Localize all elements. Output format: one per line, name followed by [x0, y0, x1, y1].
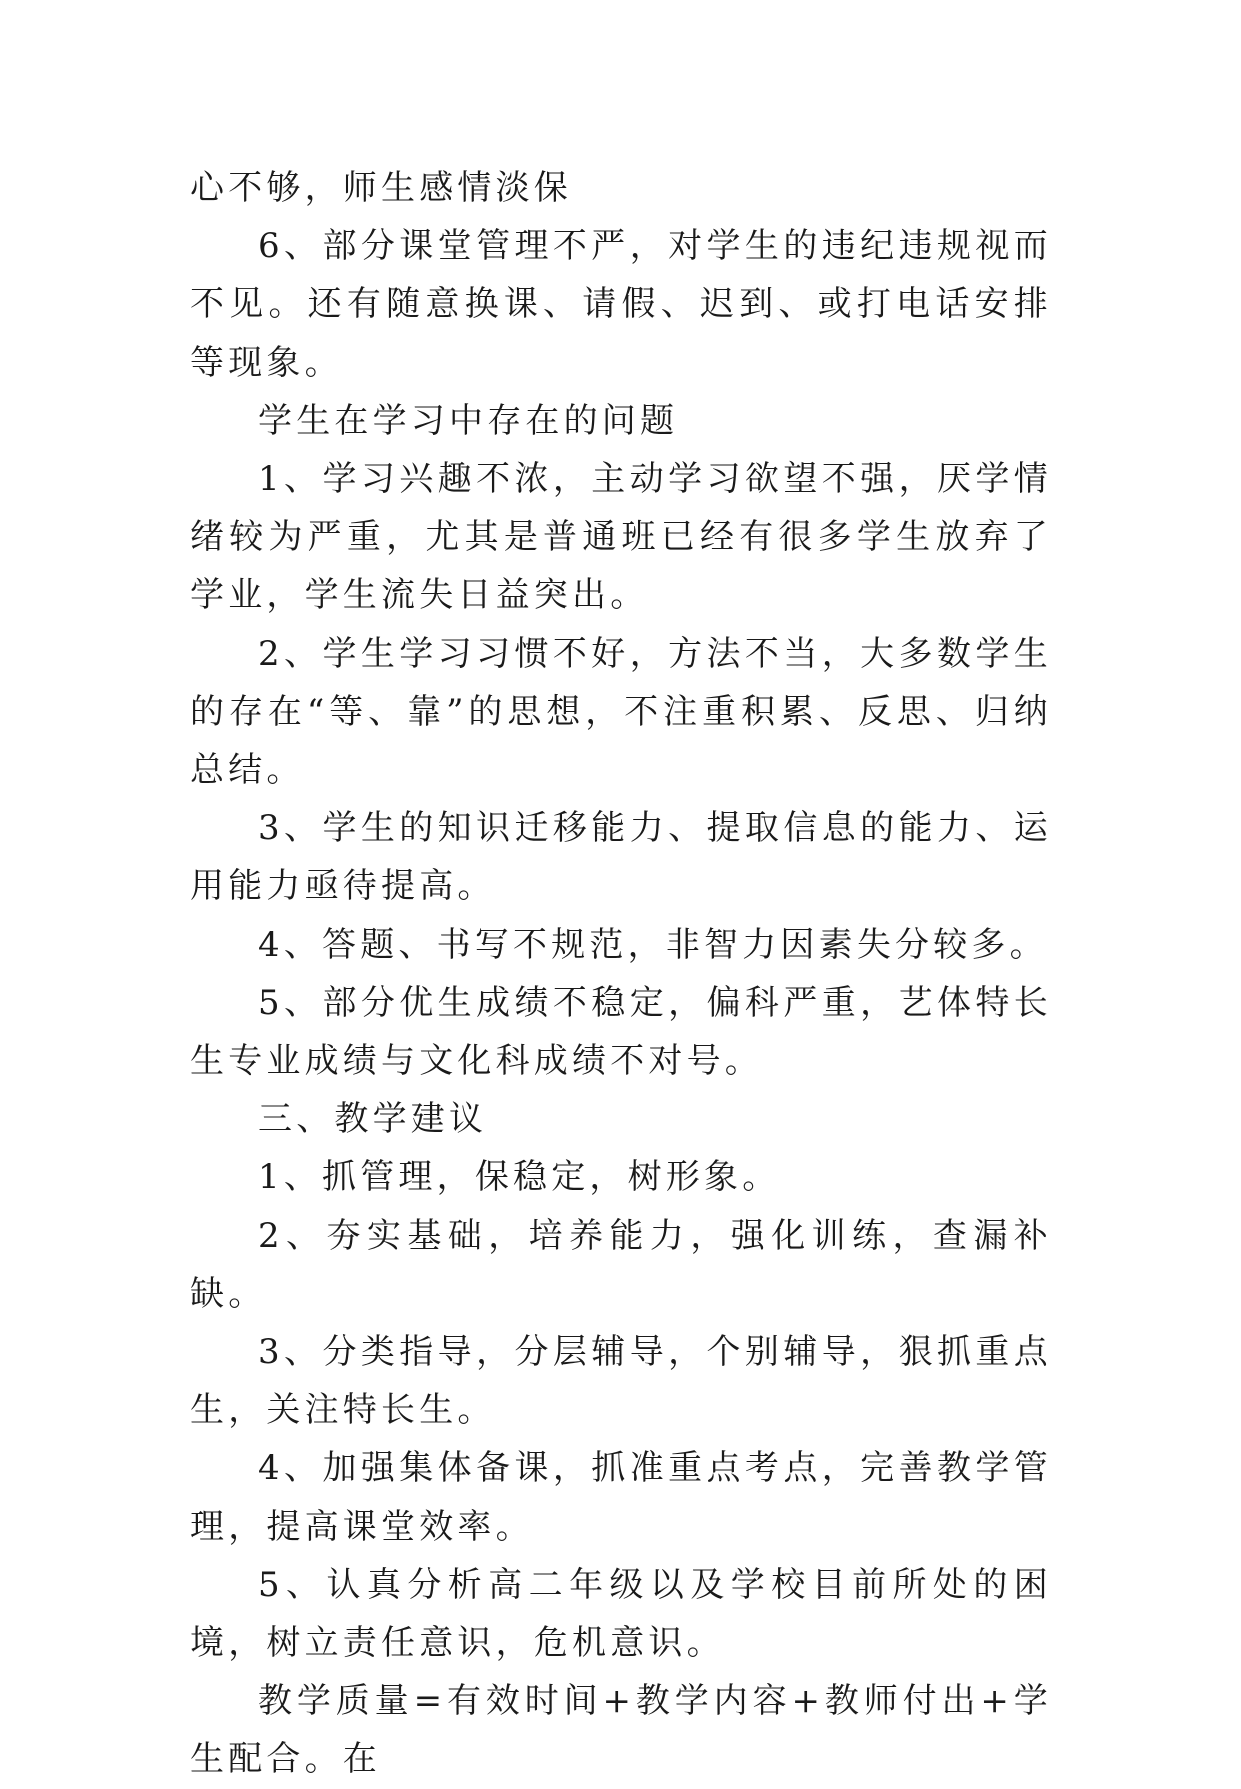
paragraph-item-4: 4、答题、书写不规范，非智力因素失分较多。	[258, 924, 1048, 965]
paragraph-teaching-quality: 教学质量=有效时间+教学内容+教师付出+学生配合。在	[190, 1681, 1052, 1780]
suggestion-item-3: 3、分类指导，分层辅导，个别辅导，狠抓重点生，关注特长生。	[190, 1332, 1052, 1431]
suggestion-item-1: 1、抓管理，保稳定，树形象。	[258, 1157, 781, 1198]
suggestion-item-4: 4、加强集体备课，抓准重点考点，完善教学管理，提高课堂效率。	[190, 1448, 1052, 1547]
paragraph-continuation: 心不够，师生感情淡保	[190, 168, 572, 208]
section-heading-teaching-suggestions: 三、教学建议	[258, 1099, 488, 1140]
suggestion-item-2: 2、夯实基础，培养能力，强化训练，查漏补缺。	[190, 1215, 1052, 1314]
paragraph-item-6: 6、部分课堂管理不严，对学生的违纪违规视而不见。还有随意换课、请假、迟到、或打电话安排等现象。	[190, 226, 1052, 383]
paragraph-item-3: 3、学生的知识迁移能力、提取信息的能力、运用能力亟待提高。	[190, 808, 1052, 907]
section-heading-student-problems: 学生在学习中存在的问题	[258, 400, 679, 441]
suggestion-item-5: 5、认真分析高二年级以及学校目前所处的困境，树立责任意识，危机意识。	[190, 1564, 1052, 1664]
document-body	[190, 159, 1052, 1789]
paragraph-item-1: 1、学习兴趣不浓，主动学习欲望不强，厌学情绪较为严重，尤其是普通班已经有很多学生放弃了学业，学生流失日益突出。	[190, 459, 1052, 616]
paragraph-item-5: 5、部分优生成绩不稳定，偏科严重，艺体特长生专业成绩与文化科成绩不对号。	[190, 982, 1052, 1082]
paragraph-item-2: 2、学生学习习惯不好，方法不当，大多数学生的存在“等、靠”的思想，不注重积累、反思、归纳总结。	[190, 633, 1052, 791]
